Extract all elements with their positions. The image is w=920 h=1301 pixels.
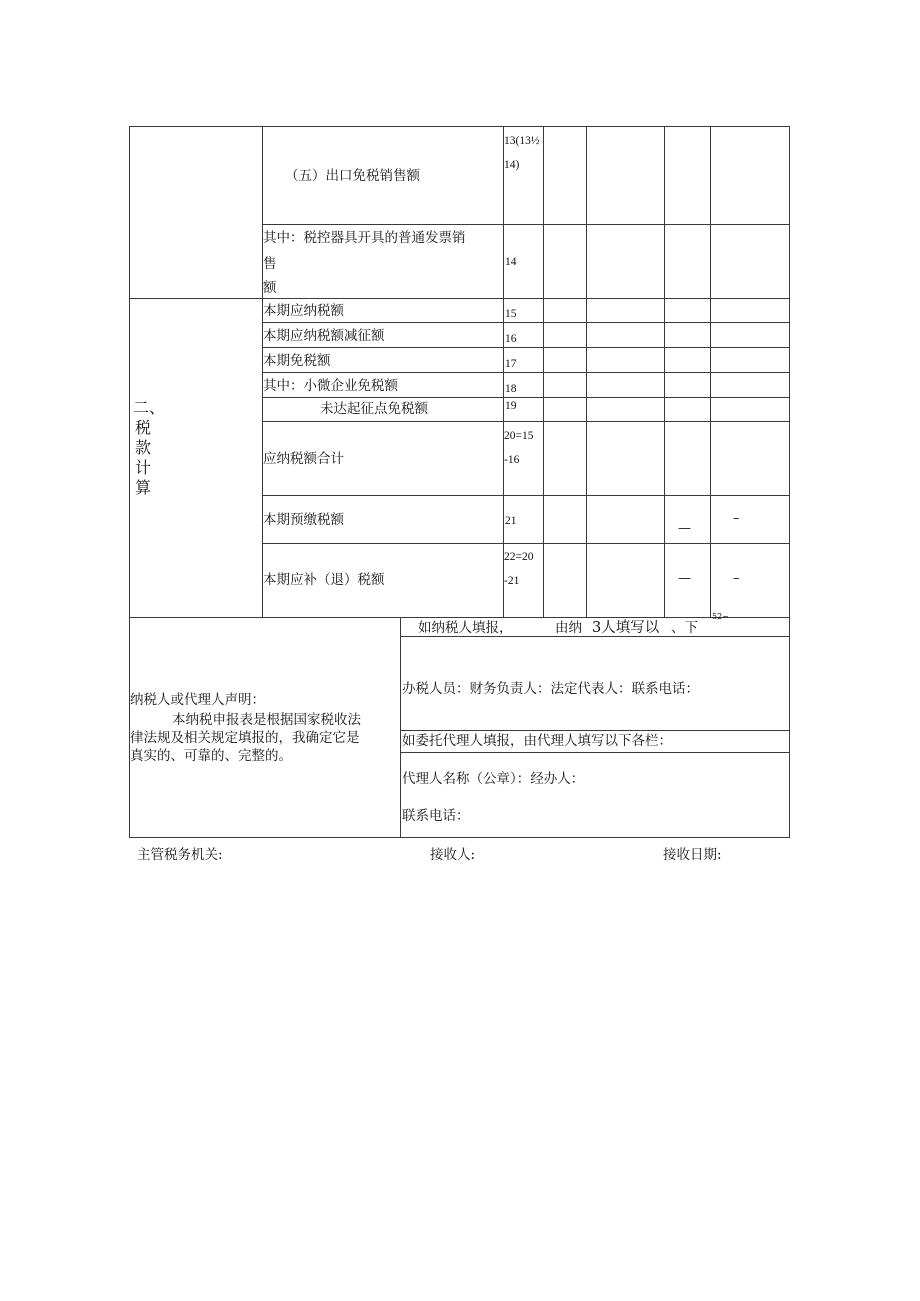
row-number-15: 15	[505, 308, 517, 320]
row-label-14-end: 额	[263, 280, 277, 296]
row-number-14: 14	[505, 256, 517, 268]
declaration-heading: 纳税人或代理人声明：	[130, 692, 265, 708]
row-line	[262, 543, 790, 544]
footer-receiver: 接收人:	[430, 847, 476, 863]
declaration-text: 律法规及相关规定填报的，我确定它是	[130, 730, 360, 746]
row-label-16: 本期应纳税额减征额	[263, 328, 385, 344]
row-label-13: （五）出口免税销售额	[285, 168, 420, 184]
declaration-divider	[400, 617, 401, 838]
taxpayer-fill-header: 、下	[671, 620, 698, 636]
section-line	[129, 298, 790, 299]
row-label-14: 其中：税控器具开具的普通发票销	[263, 230, 466, 246]
row-label-19: 未达起征点免税额	[320, 401, 428, 417]
taxpayer-officers: 办税人员：财务负责人：法定代表人：联系电话：	[402, 681, 699, 697]
taxpayer-fill-header: 由纳	[555, 620, 582, 636]
row-line	[400, 752, 790, 753]
taxpayer-fill-header: 如纳税人填报，	[418, 620, 513, 636]
row-line	[400, 730, 790, 731]
row-line	[262, 347, 790, 348]
row-label-14-cont: 售	[263, 256, 277, 272]
form-bottom-border	[129, 837, 790, 838]
row-line	[262, 421, 790, 422]
row-number-20: 20=15-16	[504, 430, 534, 466]
dash-mark: –	[733, 571, 740, 586]
row-line	[262, 397, 790, 398]
scan-artifact: 52~	[712, 612, 729, 621]
row-line	[262, 372, 790, 373]
agent-name: 代理人名称（公章）：经办人：	[402, 771, 585, 787]
form-right-border	[789, 126, 790, 838]
taxpayer-fill-header: 3人填写以	[592, 620, 660, 636]
row-number-21: 21	[505, 515, 517, 527]
declaration-text: 真实的、可靠的、完整的。	[130, 748, 292, 764]
agent-phone: 联系电话：	[402, 808, 470, 824]
row-line	[400, 636, 790, 637]
row-label-22: 本期应补（退）税额	[263, 572, 385, 588]
footer-receive-date: 接收日期:	[663, 847, 722, 863]
row-line	[262, 495, 790, 496]
row-label-20: 应纳税额合计	[263, 451, 344, 467]
form-top-border	[129, 126, 790, 127]
declaration-text: 本纳税申报表是根据国家税收法	[172, 712, 361, 728]
row-line	[262, 224, 790, 225]
row-number-16: 16	[505, 333, 517, 345]
dash-mark: —	[678, 521, 691, 536]
dash-mark: —	[678, 571, 691, 586]
row-number-19: 19	[505, 400, 517, 412]
row-number-18: 18	[505, 383, 517, 395]
row-label-18: 其中：小微企业免税额	[263, 378, 398, 394]
section-line	[129, 617, 790, 618]
agent-fill-header: 如委托代理人填报，由代理人填写以下各栏：	[402, 733, 672, 749]
row-label-15: 本期应纳税额	[263, 303, 344, 319]
footer-tax-authority: 主管税务机关:	[137, 847, 223, 863]
row-number-13: 13(13½14)	[504, 135, 540, 171]
row-line	[262, 322, 790, 323]
tax-return-form	[129, 126, 790, 838]
row-label-21: 本期预缴税额	[263, 512, 344, 528]
section-title: 二、税款计算	[133, 398, 166, 497]
row-label-17: 本期免税额	[263, 353, 331, 369]
dash-mark: –	[733, 511, 740, 526]
row-number-22: 22=20-21	[504, 551, 534, 587]
row-number-17: 17	[505, 358, 517, 370]
